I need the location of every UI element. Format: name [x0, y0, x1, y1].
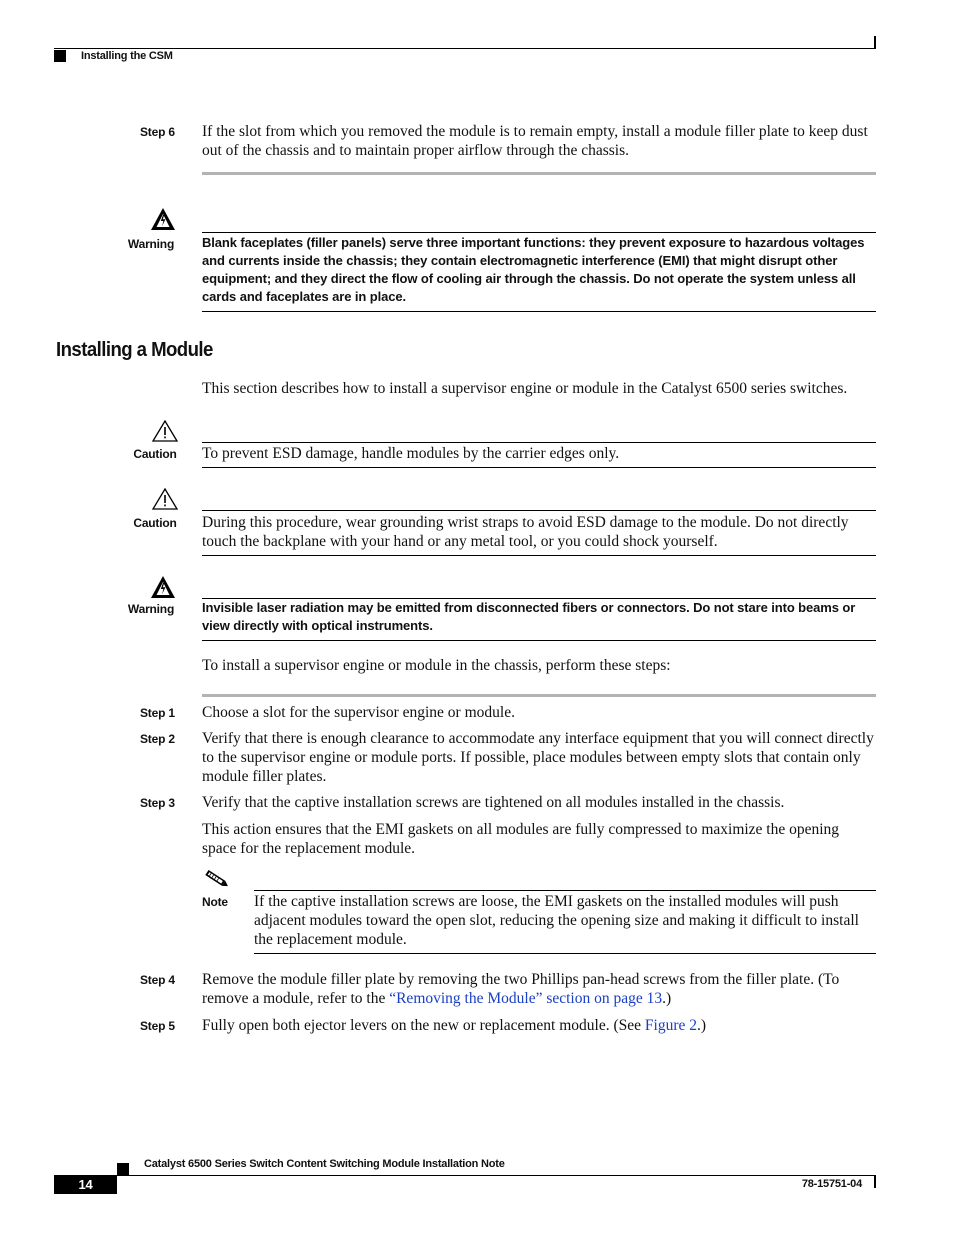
page-number: 14: [78, 1177, 93, 1192]
procedure-end-rule: [202, 172, 876, 175]
warning-label: Warning: [127, 602, 175, 616]
warning-text: Invisible laser radiation may be emitted from disconnected fibers or connectors. Do not stare into beams or view directly with optical instruments.: [202, 600, 856, 633]
caution-top-rule: [202, 442, 876, 443]
caution-icon: [152, 420, 178, 442]
note-top-rule: [254, 890, 876, 891]
section-heading: Installing a Module: [56, 339, 213, 361]
step-text: Choose a slot for the supervisor engine or module.: [202, 704, 515, 721]
note-bottom-rule: [254, 953, 876, 954]
header-section-title: Installing the CSM: [81, 50, 173, 62]
step-text: Fully open both ejector levers on the new or replacement module. (See Figure 2.): [202, 1017, 707, 1034]
caution-top-rule: [202, 510, 876, 511]
caution-text: To prevent ESD damage, handle modules by the carrier edges only.: [202, 445, 620, 462]
caution-bottom-rule: [202, 467, 876, 468]
warning-text: Blank faceplates (filler panels) serve three important functions: they prevent exposure to hazardous voltages and currents inside the chassis; they contain electromagnetic interference (EMI) that might disrupt other equipment; and they direct the flow of cooling air through the chassis. Do not operate the system unless all cards and faceplates are in place.: [202, 235, 865, 304]
header-tick: [874, 36, 876, 49]
header-rule: [54, 48, 876, 49]
caution-label: Caution: [133, 516, 177, 530]
step-text: Verify that there is enough clearance to accommodate any interface equipment that you will connect directly to the supervisor engine or module ports. If possible, place modules between empty slots that contain only module filler plates.: [202, 730, 874, 785]
note-text: If the captive installation screws are loose, the EMI gaskets on the installed modules will push adjacent modules toward the open slot, reducing the opening size and making it difficult to install the replacement module.: [254, 893, 859, 948]
step-text: Remove the module filler plate by removing the two Phillips pan-head screws from the filler plate. (To remove a module, refer to the “Removing the Module” section on page 13.): [202, 971, 840, 1007]
step-label: Step 4: [140, 973, 175, 987]
note-label: Note: [202, 895, 228, 909]
footer-tick: [874, 1175, 876, 1188]
warning-icon: [150, 207, 176, 231]
step-text: If the slot from which you removed the module is to remain empty, install a module filler plate to keep dust out of the chassis and to maintain proper airflow through the chassis.: [202, 123, 868, 159]
warning-bottom-rule: [202, 311, 876, 312]
cross-reference-link[interactable]: “Removing the Module” section on page 13: [389, 990, 663, 1007]
pencil-icon: [203, 868, 231, 890]
footer-doc-title: Catalyst 6500 Series Switch Content Switching Module Installation Note: [144, 1158, 505, 1170]
caution-icon: [152, 488, 178, 510]
footer-marker: [117, 1163, 129, 1175]
header-marker: [54, 50, 66, 62]
figure-link[interactable]: Figure 2: [644, 1017, 697, 1034]
caution-label: Caution: [133, 447, 177, 461]
step-detail-text: This action ensures that the EMI gaskets on all modules are fully compressed to maximize the opening space for the replacement module.: [202, 821, 840, 857]
warning-label: Warning: [127, 237, 175, 251]
warning-top-rule: [202, 232, 876, 233]
caution-bottom-rule: [202, 555, 876, 556]
footer-rule: [117, 1175, 876, 1176]
step-label: Step 3: [140, 796, 175, 810]
procedure-intro: To install a supervisor engine or module in the chassis, perform these steps:: [202, 657, 671, 674]
step-label: Step 6: [140, 125, 175, 139]
step-label: Step 1: [140, 706, 175, 720]
warning-icon: [150, 575, 176, 599]
step-text: Verify that the captive installation screws are tightened on all modules installed in the chassis.: [202, 794, 785, 811]
section-intro: This section describes how to install a supervisor engine or module in the Catalyst 6500 series switches.: [202, 380, 848, 397]
step-label: Step 5: [140, 1019, 175, 1033]
warning-bottom-rule: [202, 640, 876, 641]
doc-number: 78-15751-04: [801, 1178, 862, 1190]
procedure-start-rule: [202, 694, 876, 697]
caution-text: During this procedure, wear grounding wrist straps to avoid ESD damage to the module. Do not directly touch the backplane with your hand or any metal tool, or you could shock yourself.: [202, 514, 849, 550]
step-label: Step 2: [140, 732, 175, 746]
